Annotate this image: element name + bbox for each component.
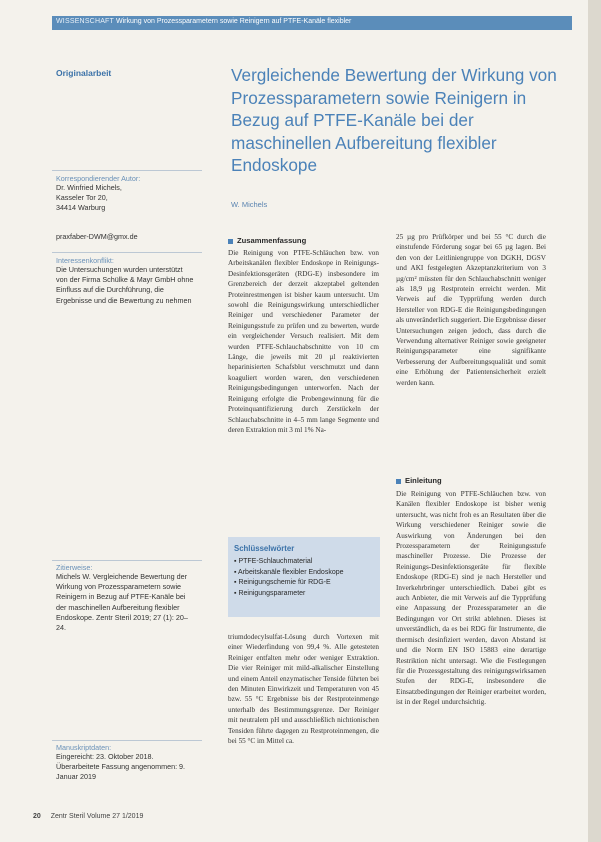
article-author: W. Michels (231, 200, 268, 209)
sidebar-divider (52, 560, 202, 561)
corresponding-line: 34414 Warburg (56, 203, 106, 213)
column3-top-text: 25 µg pro Prüfkörper und bei 55 °C durch die einstufende Förderung sogar bei 65 µg lagen. Bei den von der Leitliniengruppe von DGKH, DGSV und AKI festgelegten Akzeptanzkriterium von 3 µg/cm² müssten für den Schlauchabschnitt weniger als 18,9 µg Restprotein erreicht werden. Mit Verweis auf die Typprüfung werden durch Hersteller von RDG-E die Reinigungsbedingungen als unveränderlich suggeriert. Die Ergebnisse dieser Untersuchungen zeigen jedoch, dass durch die Verwendung alternativer Reiniger sowie geeigneter Reinigungsparameter eine signifikante Verbesserung der Aufbereitungsqualität und somit eine Erhöhung der Patientensicherheit erzielt werden kann. (396, 233, 546, 387)
keywords-box (228, 537, 380, 617)
column2-continued-text: triumdodecylsulfat-Lösung durch Vortexen mit einer Wiederfindung von 99,4 %. Alle getesteten Reiniger entfalten mehr oder weniger Extraktion. Die vier Reiniger mit mild-alkalischer Einstellung und einem Anteil enzymatischer Tenside führten bei den Minuten Einwirkzeit und Temperaturen von 45 bzw. 55 °C Ergebnisse bis der Restproteinmenge unterhalb des Bestimmungsgrenze. Der Reiniger mit neutralem pH und ausschließlich nichtionischen Tensiden führte dagegen zu Restproteinmengen, die bei 55 °C im Mittel ca. (228, 633, 379, 746)
keywords-list (234, 557, 344, 599)
running-header-bar (52, 16, 572, 30)
citation-block (56, 563, 196, 633)
manuscript-text: Eingereicht: 23. Oktober 2018. Überarbeitete Fassung angenommen: 9. Januar 2019 (56, 752, 186, 782)
manuscript-block (56, 743, 196, 783)
sidebar-divider (52, 740, 202, 741)
summary-heading-text: Zusammenfassung (237, 236, 307, 245)
citation-text: Michels W. Vergleichende Bewertung der Wirkung von Prozessparametern sowie Reinigern in Bezug auf PTFE-Kanäle bei der maschinellen Aufbereitung flexibler Endoskope. Zentr Steril 2019; 27 (1): 20–24. (56, 572, 188, 633)
corresponding-line: Kasseler Tor 20, (56, 193, 108, 203)
citation-heading: Zitierweise: (56, 563, 93, 572)
sidebar-divider (52, 252, 202, 253)
sidebar-divider (52, 170, 202, 171)
conflict-text: Die Untersuchungen wurden unterstützt von der Firma Schülke & Mayr GmbH ohne Einfluss auf die Durchführung, die Ergebnisse und die Bewertung zu nehmen (56, 265, 194, 305)
manuscript-heading: Manuskriptdaten: (56, 743, 112, 752)
introduction-heading (396, 476, 442, 485)
journal-reference: Zentr Steril Volume 27 1/2019 (50, 813, 144, 820)
article-type: Originalarbeit (56, 68, 112, 78)
conflict-block (56, 256, 196, 306)
bullet-square-icon (228, 239, 233, 244)
email-link[interactable]: praxfaber-DWM@gmx.de (56, 232, 138, 241)
summary-heading (228, 236, 306, 245)
corresponding-line: Dr. Winfried Michels, (56, 183, 122, 192)
introduction-text: Die Reinigung von PTFE-Schläuchen bzw. von Kanälen flexibler Endoskope ist bisher wenig untersucht, was nicht froh es an Resultaten über die Wirkung verschiedener Reiniger sowie die Auswirkung von Änderungen bei den Prozessparametern der Reinigungsstufe maschineller Prozesse. Die Prozesse der Reinigungs-Desinfektionsgeräte für flexible Endoskope (RDG-E) sind je nach Hersteller und Inverkehrbringer unterschiedlich. Dabei gibt es auch Anbieter, die mit Verweis auf die Typprüfung eine Anpassung der Prozessparameter an die Bedingungen vor Ort strikt ablehnen. Dieses ist unverständlich, da es bei RDG für Instrumente, die thermisch desinfiziert werden, davon Abstand ist und die Norm EN ISO 15883 eine derartige Restriktion nicht untersagt. Wie die Festlegungen für die Prozessgestaltung des reinigungswirksamen Stufen der RDG-E, insbesondere die Einsatzbedingungen der Reiniger erarbeitet worden, ist in der Regel undurchsichtig. (396, 490, 546, 707)
conflict-heading: Interessenkonflikt: (56, 256, 114, 265)
page-edge-shadow (588, 0, 601, 842)
keyword-item: ▪ Reinigungsparameter (234, 589, 306, 597)
section-label: WISSENSCHAFT (56, 18, 115, 25)
keyword-item: ▪ Reinigungschemie für RDG-E (234, 579, 331, 587)
page-footer (33, 813, 143, 820)
bullet-square-icon (396, 479, 401, 484)
article-title: Vergleichende Bewertung der Wirkung von Prozessparametern sowie Reinigern in Bezug auf PTFE-Kanäle bei der maschinellen Aufbereitung flexibler Endoskope (231, 65, 557, 175)
keyword-item: ▪ Arbeitskanäle flexibler Endoskope (234, 568, 344, 576)
keywords-heading: Schlüsselwörter (234, 544, 295, 553)
keyword-item: ▪ PTFE-Schlauchmaterial (234, 558, 313, 565)
corresponding-heading: Korrespondierender Autor: (56, 174, 141, 183)
introduction-heading-text: Einleitung (405, 476, 442, 485)
page-number: 20 (33, 813, 41, 820)
summary-text: Die Reinigung von PTFE-Schläuchen bzw. von Arbeitskanälen flexibler Endoskope in Reinigungs-Desinfektionsgeräten (RDG-E) insbesondere im Grenzbereich der derzeit akzeptabel geltenden Proteinrestmengen ist bisher kaum untersucht. Um sowohl die Reinigungswirkung unterschiedlicher Reiniger und verschiedener Parameter der Reinigungsstufe zu prüfen und zu bewerten, wurde ein vergleichender Versuch realisiert. Mit dem wurden PTFE-Schlauchabschnitte von 10 cm Länge, die jeweils mit 20 µl reaktivierten heparinisierten Schafsblut verschmutzt und dann koaguliert worden waren, den verschiedenen Reinigungsbedingungen unterworfen. Nach der Reinigung erfolgte die Probengewinnung für die Proteinquantifizierung durch Zerstückeln der Schlauchabschnitte in 4–5 mm lange Segmente und deren Extraktion mit 3 ml 1% Na- (228, 249, 379, 434)
running-title: Wirkung von Prozessparametern sowie Reinigern auf PTFE-Kanäle flexibler (116, 18, 352, 25)
corresponding-author-block (56, 174, 196, 214)
